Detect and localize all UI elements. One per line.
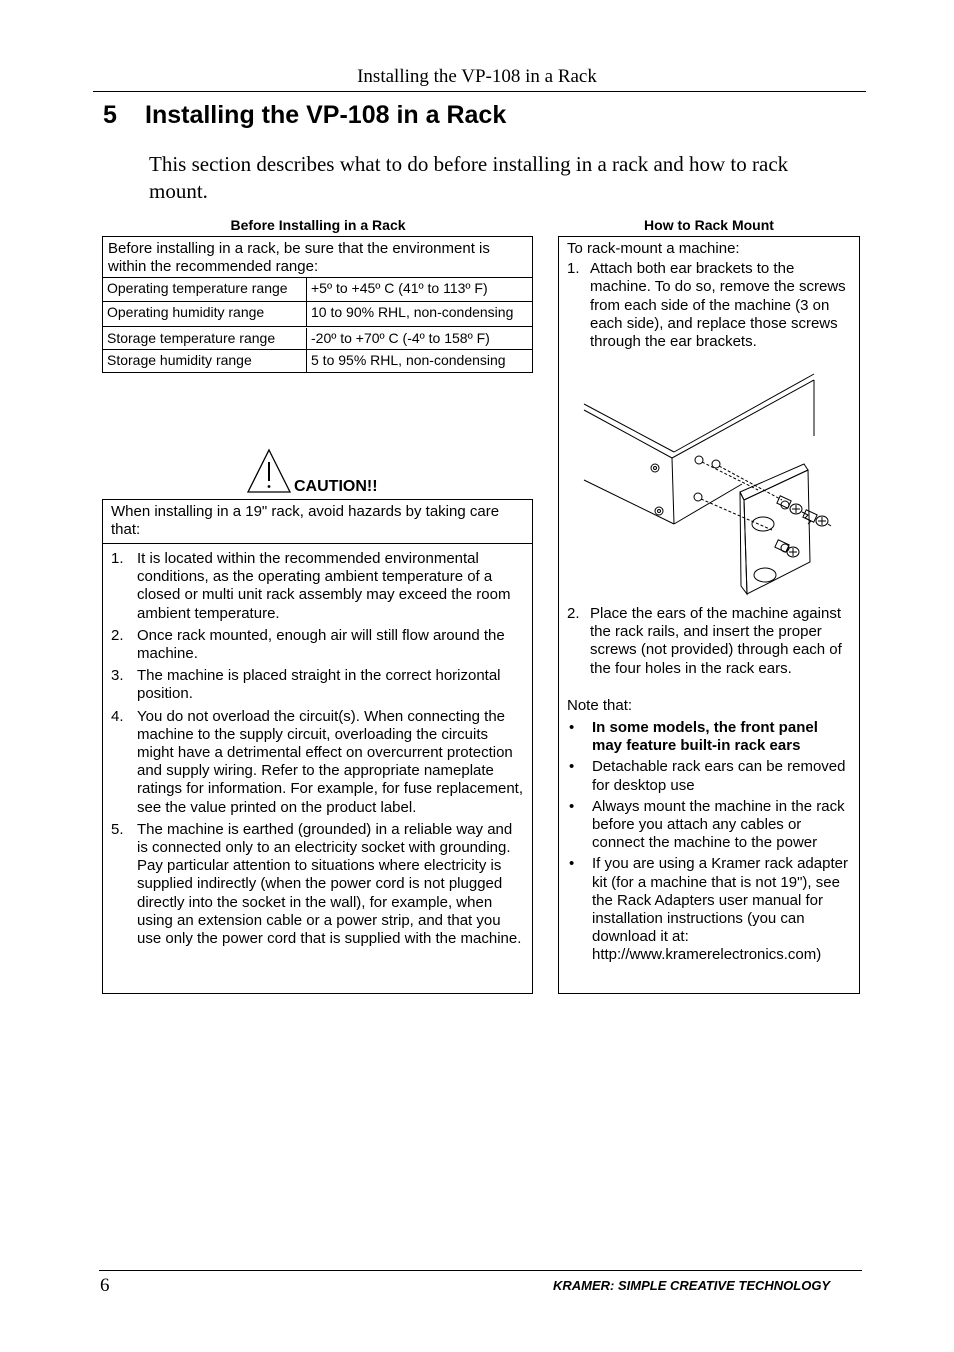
section-title <box>103 101 506 130</box>
item-number: 3. <box>111 667 124 685</box>
notes-list <box>559 719 859 965</box>
item-number: 5. <box>111 820 124 838</box>
list-item <box>111 627 524 663</box>
table-row <box>103 350 532 373</box>
table-cell: 10 to 90% RHL, non-condensing <box>311 304 514 320</box>
list-item <box>111 667 524 703</box>
caution-label: CAUTION!! <box>294 478 378 495</box>
notes-section <box>559 697 859 968</box>
list-item <box>111 708 524 817</box>
list-item <box>567 758 851 794</box>
warning-triangle-icon <box>246 448 292 496</box>
note-text: Always mount the machine in the rack before you attach any cables or connect the machine to the power <box>592 797 845 852</box>
step-text: Attach both ear brackets to the machine. To do so, remove the screws from each side of the machine (3 on each side), and replace those screws through the ear brackets. <box>590 260 846 351</box>
footer-brand: KRAMER: SIMPLE CREATIVE TECHNOLOGY <box>553 1278 831 1293</box>
caution-intro: When installing in a 19" rack, avoid hazards by taking care that: <box>103 500 532 544</box>
table-cell: Operating humidity range <box>103 302 307 326</box>
before-caption: Before Installing in a Rack <box>230 217 406 233</box>
item-number: 1. <box>111 550 124 567</box>
table-cell: Storage temperature range <box>103 328 307 349</box>
note-text: In some models, the front panel may feature built-in rack ears <box>592 719 818 755</box>
list-item <box>567 855 851 964</box>
table-row <box>103 278 532 302</box>
table-row <box>103 327 532 350</box>
bullet: • <box>569 719 575 736</box>
caution-box <box>102 499 533 994</box>
step-text: Place the ears of the machine against the rack rails, and insert the proper screws (not provided) through each of the four holes in the rack ears. <box>590 605 842 677</box>
rack-mount-caption: How to Rack Mount <box>644 217 774 233</box>
table-cell: 5 to 95% RHL, non-condensing <box>311 352 506 368</box>
item-number: 2. <box>111 626 124 644</box>
table-cell: -20º to +70º C (-4º to 158º F) <box>311 330 490 346</box>
page-number: 6 <box>100 1275 110 1296</box>
item-text: It is located within the recommended environmental conditions, as the operating ambient temperature of a closed or multi unit rack assembly may exceed the room ambient temperature. <box>137 550 511 622</box>
note-label: Note that: <box>567 697 633 714</box>
list-item <box>567 798 851 853</box>
table-row <box>103 302 532 327</box>
running-header: Installing the VP-108 in a Rack <box>357 66 597 87</box>
section-title-text: Installing the VP-108 in a Rack <box>145 101 507 129</box>
note-text: Detachable rack ears can be removed for desktop use <box>592 758 846 794</box>
section-number: 5 <box>103 101 117 129</box>
table-cell: Storage humidity range <box>103 350 307 373</box>
step-2 <box>559 605 859 678</box>
list-item <box>111 550 524 623</box>
list-item <box>111 821 524 948</box>
header-rule <box>93 91 866 92</box>
item-text: The machine is placed straight in the correct horizontal position. <box>137 667 501 703</box>
item-text: You do not overload the circuit(s). When connecting the machine to the supply circuit, overloading the circuits might have a detrimental effect on overcurrent protection and supply wiring. Refer to the appropriate nameplate ratings for information. For example, for fuse replacement, see the value printed on the product label. <box>137 707 524 816</box>
table-cell: +5º to +45º C (41º to 113º F) <box>311 280 488 296</box>
step-number: 1. <box>567 260 580 278</box>
bullet: • <box>569 797 575 815</box>
step-1 <box>559 260 859 351</box>
note-text: If you are using a Kramer rack adapter kit (for a machine that is not 19"), see the Rack Adapters user manual for installation instructions (you can download it at: http://www.kramerelectronics.com) <box>592 855 848 964</box>
list-item <box>567 719 851 755</box>
table-cell: Operating temperature range <box>103 278 307 301</box>
footer-rule <box>99 1270 862 1271</box>
step-number: 2. <box>567 605 580 622</box>
item-text: Once rack mounted, enough air will still flow around the machine. <box>137 626 505 663</box>
intro-paragraph: This section describes what to do before installing in a rack and how to rack mount. <box>149 152 789 203</box>
environment-table <box>102 236 533 373</box>
bullet: • <box>569 758 575 776</box>
item-number: 4. <box>111 707 124 725</box>
environment-intro: Before installing in a rack, be sure that the environment is within the recommended range: <box>103 237 532 278</box>
rack-ear-illustration <box>582 372 844 600</box>
rack-mount-intro: To rack-mount a machine: <box>567 240 740 257</box>
rack-mount-box <box>558 236 860 994</box>
bullet: • <box>569 855 575 873</box>
item-text: The machine is earthed (grounded) in a reliable way and is connected only to an electricity socket with grounding. Pay particular attention to situations where electricity is supplied indirectly (when the power cord is not plugged directly into the socket in the wall), for example, when using an extension cable or a power strip, and that you use only the power cord that is supplied with the machine. <box>137 820 522 948</box>
hazard-list <box>103 544 532 948</box>
